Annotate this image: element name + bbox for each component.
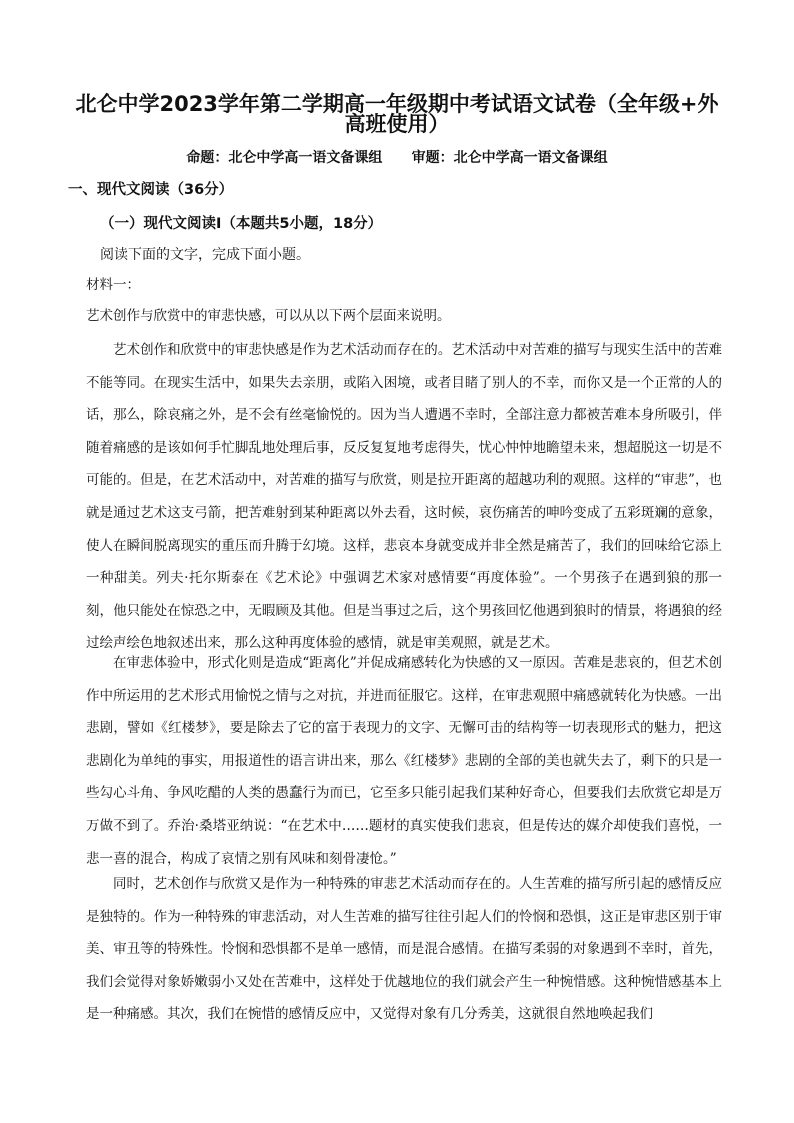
exam-authors: 命题：北仑中学高一语文备课组 审题：北仑中学高一语文备课组 xyxy=(186,150,608,166)
reading-instruction: 阅读下面的文字，完成下面小题。 xyxy=(100,247,310,263)
intro-line: 艺术创作与欣赏中的审悲快感，可以从以下两个层面来说明。 xyxy=(86,308,451,324)
body-paragraph: 艺术创作和欣赏中的审悲快感是作为艺术活动而存在的。艺术活动中对苦难的描写与现实生活中的苦难不能等同。在现实生活中，如果失去亲朋，或陷入困境，或者目睹了别人的不幸，而你又是一个正常的人的话，那么，除哀痛之外，是不会有丝毫愉悦的。因为当人遭遇不幸时，全部注意力都被苦难本身所吸引，伴随着痛感的是该如何手忙脚乱地处理后事，反反复复地考虑得失，忧心忡忡地瞻望未来，想超脱这一切是不可能的。但是，在艺术活动中，对苦难的描写与欣赏，则是拉开距离的超越功利的观照。这样的“审悲”，也就是通过艺术这支弓箭，把苦难射到某种距离以外去看，这时候，哀伤痛苦的呻吟变成了五彩斑斓的意象，使人在瞬间脱离现实的重压而升腾于幻境。这样，悲哀本身就变成并非全然是痛苦了，我们的回味给它添上一种甜美。列夫·托尔斯泰在《艺术论》中强调艺术家对感情要“再度体验”。一个男孩子在遇到狼的那一刻，他只能处在惊恐之中，无暇顾及其他。但是当事过之后，这个男孩回忆他遇到狼时的情景，将遇狼的经过绘声绘色地叙述出来，那么这种再度体验的感情，就是审美观照，就是艺术。 xyxy=(86,342,722,652)
body-paragraph: 同时，艺术创作与欣赏又是作为一种特殊的审悲艺术活动而存在的。人生苦难的描写所引起的感情反应是独特的。作为一种特殊的审悲活动，对人生苦难的描写往往引起人们的怜悯和恐惧，这正是审悲区别于审美、审丑等的特殊性。怜悯和恐惧都不是单一感情，而是混合感情。在描写柔弱的对象遇到不幸时，首先，我们会觉得对象娇嫩弱小又处在苦难中，这样处于优越地位的我们就会产生一种惋惜感。这种惋惜感基本上是一种痛感。其次，我们在惋惜的感情反应中，又觉得对象有几分秀美，这就很自然地唤起我们 xyxy=(86,876,722,1023)
document-title-line-2: 高班使用） xyxy=(344,112,450,136)
body-paragraph: 在审悲体验中，形式化则是造成“距离化”并促成痛感转化为快感的又一原因。苦难是悲哀的，但艺术创作中所运用的艺术形式用愉悦之情与之对抗，并进而征服它。这样，在审悲观照中痛感就转化为快感。一出悲剧，譬如《红楼梦》，要是除去了它的富于表现力的文字、无懈可击的结构等一切表现形式的魅力，把这悲剧化为单纯的事实，用报道性的语言讲出来，那么《红楼梦》悲剧的全部的美也就失去了，剩下的只是一些勾心斗角、争风吃醋的人类的愚蠢行为而已，它至多只能引起我们某种好奇心，但要我们去欣赏它却是万万做不到了。乔治·桑塔亚纳说：“在艺术中……题材的真实使我们悲哀，但是传达的媒介却使我们喜悦，一悲一喜的混合，构成了哀情之别有风味和刻骨凄怆。” xyxy=(86,655,722,867)
section-heading: 一、现代文阅读（36分） xyxy=(68,182,234,198)
material-label: 材料一： xyxy=(86,277,140,293)
subsection-heading: （一）现代文阅读Ⅰ（本题共5小题，18分） xyxy=(100,216,383,232)
document-title-line-1: 北仑中学2023学年第二学期高一年级期中考试语文试卷（全年级+外 xyxy=(75,92,719,116)
